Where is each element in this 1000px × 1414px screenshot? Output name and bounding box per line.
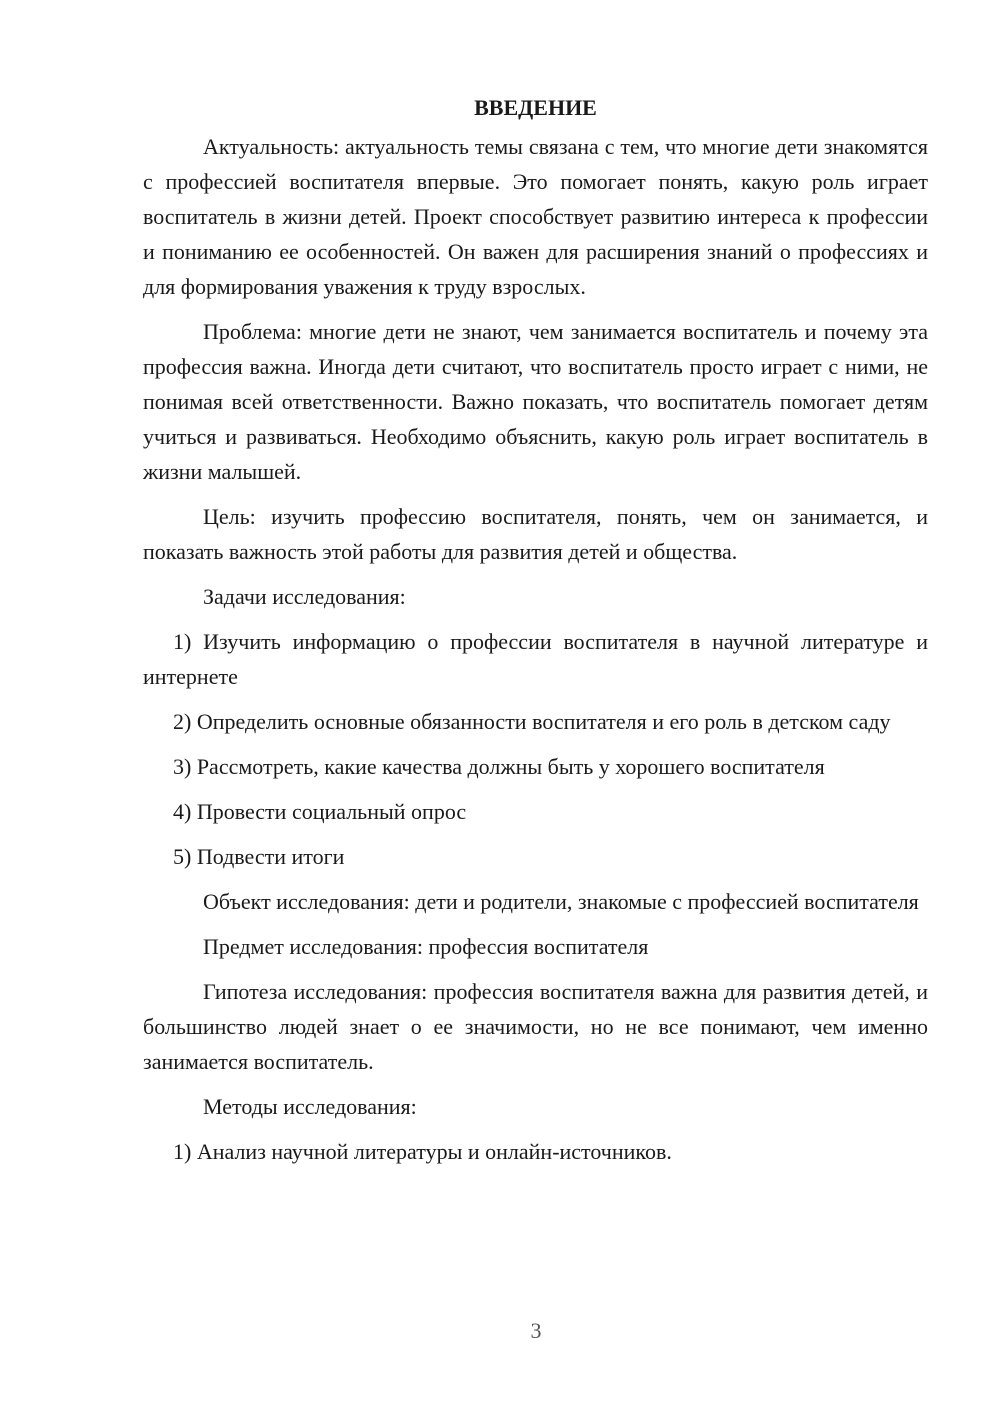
task-item-2: 2) Определить основные обязанности воспитателя и его роль в детском саду: [173, 709, 891, 734]
tasks-heading: Задачи исследования:: [203, 584, 406, 609]
subject-paragraph: Предмет исследования: профессия воспитателя: [203, 934, 649, 959]
task-item-5: 5) Подвести итоги: [173, 844, 345, 869]
goal-paragraph: Цель: изучить профессию воспитателя, понять, чем он занимается, и показать важность этой работы для развития детей и общества.: [143, 504, 928, 564]
task-item-3: 3) Рассмотреть, какие качества должны быть у хорошего воспитателя: [173, 754, 825, 779]
relevance-paragraph: Актуальность: актуальность темы связана с тем, что многие дети знакомятся с профессией воспитателя впервые. Это помогает понять, какую роль играет воспитатель в жизни детей. Проект способствует развитию интереса к профессии и пониманию ее особенностей. Он важен для расширения знаний о профессиях и для формирования уважения к труду взрослых.: [143, 134, 928, 299]
problem-paragraph: Проблема: многие дети не знают, чем занимается воспитатель и почему эта профессия важна. Иногда дети считают, что воспитатель просто играет с ними, не понимая всей ответственности. Важно показать, что воспитатель помогает детям учиться и развиваться. Необходимо объяснить, какую роль играет воспитатель в жизни малышей.: [143, 319, 928, 484]
hypothesis-paragraph: Гипотеза исследования: профессия воспитателя важна для развития детей, и большинство людей знает о ее значимости, но не все понимают, чем именно занимается воспитатель.: [143, 979, 928, 1074]
task-item-4: 4) Провести социальный опрос: [173, 799, 467, 824]
methods-heading: Методы исследования:: [203, 1094, 417, 1119]
object-paragraph: Объект исследования: дети и родители, знакомые с профессией воспитателя: [203, 889, 919, 914]
section-title: ВВЕДЕНИЕ: [474, 95, 597, 120]
page-number: 3: [530, 1318, 542, 1343]
task-item-1: 1) Изучить информацию о профессии воспитателя в научной литературе и интернете: [143, 629, 928, 689]
document-page: [143, 90, 928, 1179]
method-item-1: 1) Анализ научной литературы и онлайн-источников.: [173, 1139, 672, 1164]
